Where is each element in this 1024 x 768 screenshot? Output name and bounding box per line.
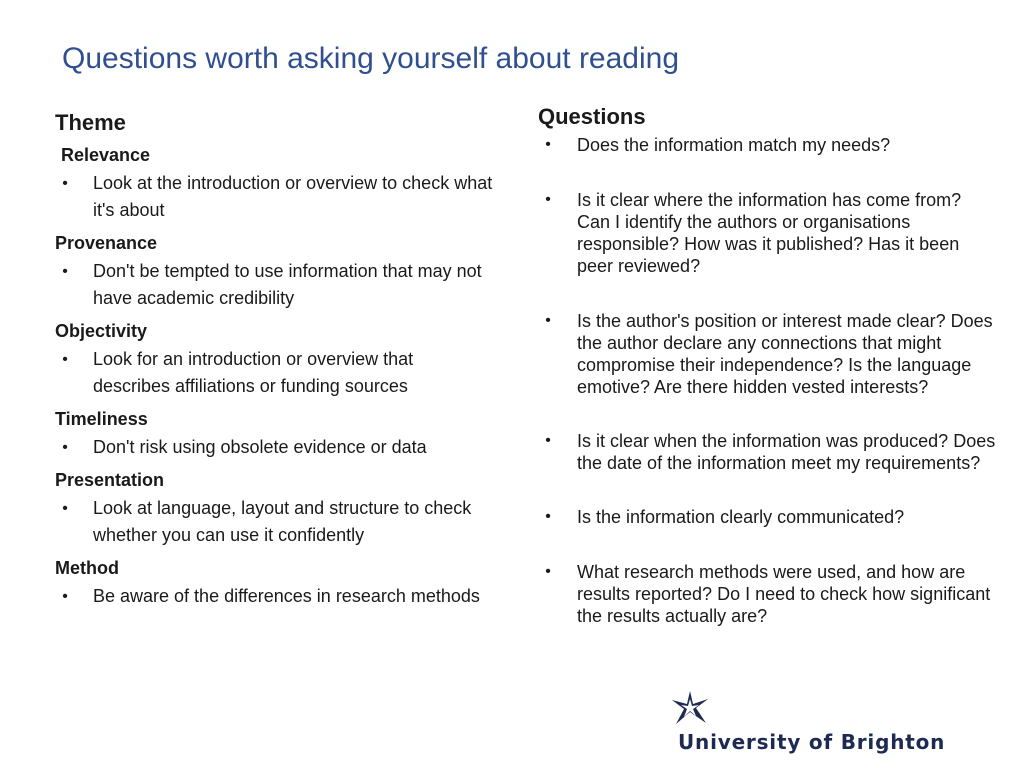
theme-title: Provenance: [55, 233, 158, 253]
question-item: [538, 506, 998, 528]
question-item: [538, 430, 998, 474]
theme-item-objectivity: [55, 318, 495, 400]
question-item: [538, 134, 998, 156]
theme-title: Presentation: [55, 470, 165, 490]
logo-text: University of Brighton: [678, 730, 946, 754]
theme-item-relevance: [55, 142, 495, 224]
question-item: [538, 310, 998, 398]
bullet-icon: •: [62, 175, 68, 192]
theme-title: Objectivity: [55, 321, 148, 341]
theme-heading: Theme: [55, 110, 126, 135]
theme-item-method: [55, 555, 495, 610]
theme-text: Don't be tempted to use information that may not have academic credibility: [93, 261, 482, 308]
bullet-icon: •: [62, 263, 68, 280]
bullet-icon: •: [545, 312, 551, 329]
theme-item-timeliness: [55, 406, 495, 461]
question-text: What research methods were used, and how are results reported? Do I need to check how significant the results actually are?: [577, 562, 991, 626]
bullet-icon: •: [545, 563, 551, 580]
theme-text: Look at the introduction or overview to check what it's about: [93, 173, 493, 220]
university-logo: [670, 690, 1015, 760]
bullet-icon: •: [545, 432, 551, 449]
question-item: [538, 189, 998, 277]
theme-text: Be aware of the differences in research methods: [93, 586, 480, 606]
star-icon: [670, 690, 710, 726]
question-text: Is the information clearly communicated?: [577, 507, 905, 527]
question-text: Is the author's position or interest made clear? Does the author declare any connections that might compromise their independence? Is the language emotive? Are there hidden vested interests?: [577, 311, 993, 397]
bullet-icon: •: [62, 588, 68, 605]
bullet-icon: •: [62, 351, 68, 368]
theme-bullet: [55, 170, 495, 224]
theme-bullet: [55, 583, 495, 610]
bullet-icon: •: [62, 439, 68, 456]
question-text: Does the information match my needs?: [577, 135, 891, 155]
theme-text: Look for an introduction or overview that describes affiliations or funding sources: [93, 349, 414, 396]
question-item: [538, 561, 998, 627]
question-text: Is it clear when the information was produced? Does the date of the information meet my requirements?: [577, 431, 996, 473]
theme-title: Relevance: [61, 145, 151, 165]
bullet-icon: •: [545, 191, 551, 208]
question-text: Is it clear where the information has come from? Can I identify the authors or organisations responsible? How was it published? Has it been peer reviewed?: [577, 190, 962, 276]
theme-title: Method: [55, 558, 119, 578]
theme-column: [55, 110, 495, 616]
bullet-icon: •: [545, 136, 551, 153]
questions-column: [538, 104, 998, 627]
slide-title: Questions worth asking yourself about reading: [62, 42, 680, 75]
questions-heading: Questions: [538, 104, 646, 129]
theme-title: Timeliness: [55, 409, 148, 429]
theme-bullet: [55, 258, 495, 312]
bullet-icon: •: [545, 508, 551, 525]
bullet-icon: •: [62, 500, 68, 517]
theme-bullet: [55, 495, 495, 549]
theme-item-presentation: [55, 467, 495, 549]
theme-bullet: [55, 434, 495, 461]
theme-item-provenance: [55, 230, 495, 312]
theme-bullet: [55, 346, 495, 400]
theme-text: Look at language, layout and structure to check whether you can use it confidently: [93, 498, 472, 545]
theme-text: Don't risk using obsolete evidence or data: [93, 437, 427, 457]
